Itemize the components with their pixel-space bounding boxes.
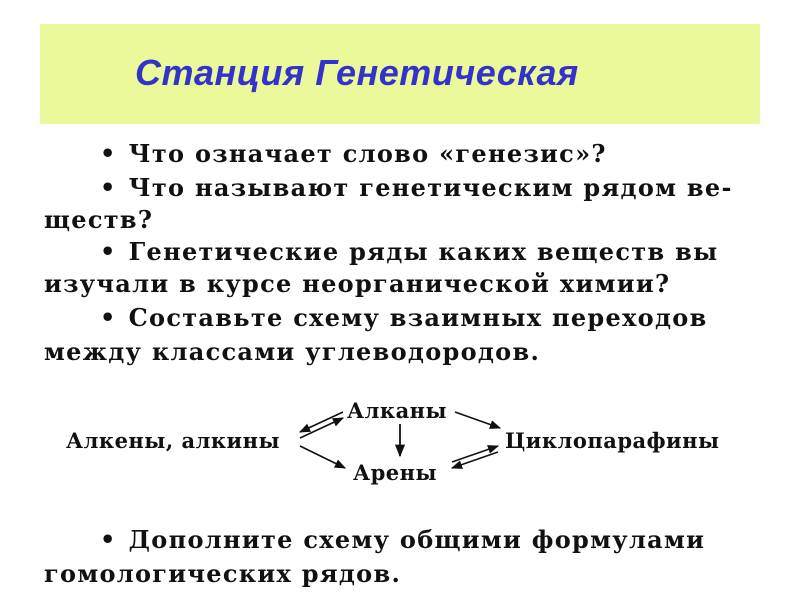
diagram-node-alkenes-alkynes: Алкены, алкины <box>66 428 281 453</box>
diagram-node-cycloparaffins: Циклопарафины <box>505 428 720 453</box>
question-1: • Что означает слово «генезис»? <box>100 140 607 168</box>
arrow-alkanes-to-alkenes <box>300 412 343 432</box>
arrow-alkenes-to-arenes <box>300 446 345 468</box>
question-3-continued: изучали в курсе неорганической химии? <box>44 269 671 298</box>
question-3: • Генетические ряды каких веществ вы <box>100 238 718 266</box>
arrow-alkanes-to-cycloparaffins <box>455 412 500 428</box>
question-2-continued: ществ? <box>44 205 154 234</box>
diagram-node-alkanes: Алканы <box>347 398 448 423</box>
diagram-node-arenes: Арены <box>353 460 438 485</box>
slide-title: Станция Генетическая <box>135 52 579 93</box>
task-final: • Дополните схему общими формулами <box>100 526 705 554</box>
question-4: • Составьте схему взаимных переходов <box>100 304 708 332</box>
question-4-continued: между классами углеводородов. <box>44 337 541 366</box>
question-2: • Что называют генетическим рядом ве- <box>100 174 733 202</box>
arrow-alkenes-to-alkanes <box>300 418 343 438</box>
task-final-continued: гомологических рядов. <box>44 559 402 588</box>
